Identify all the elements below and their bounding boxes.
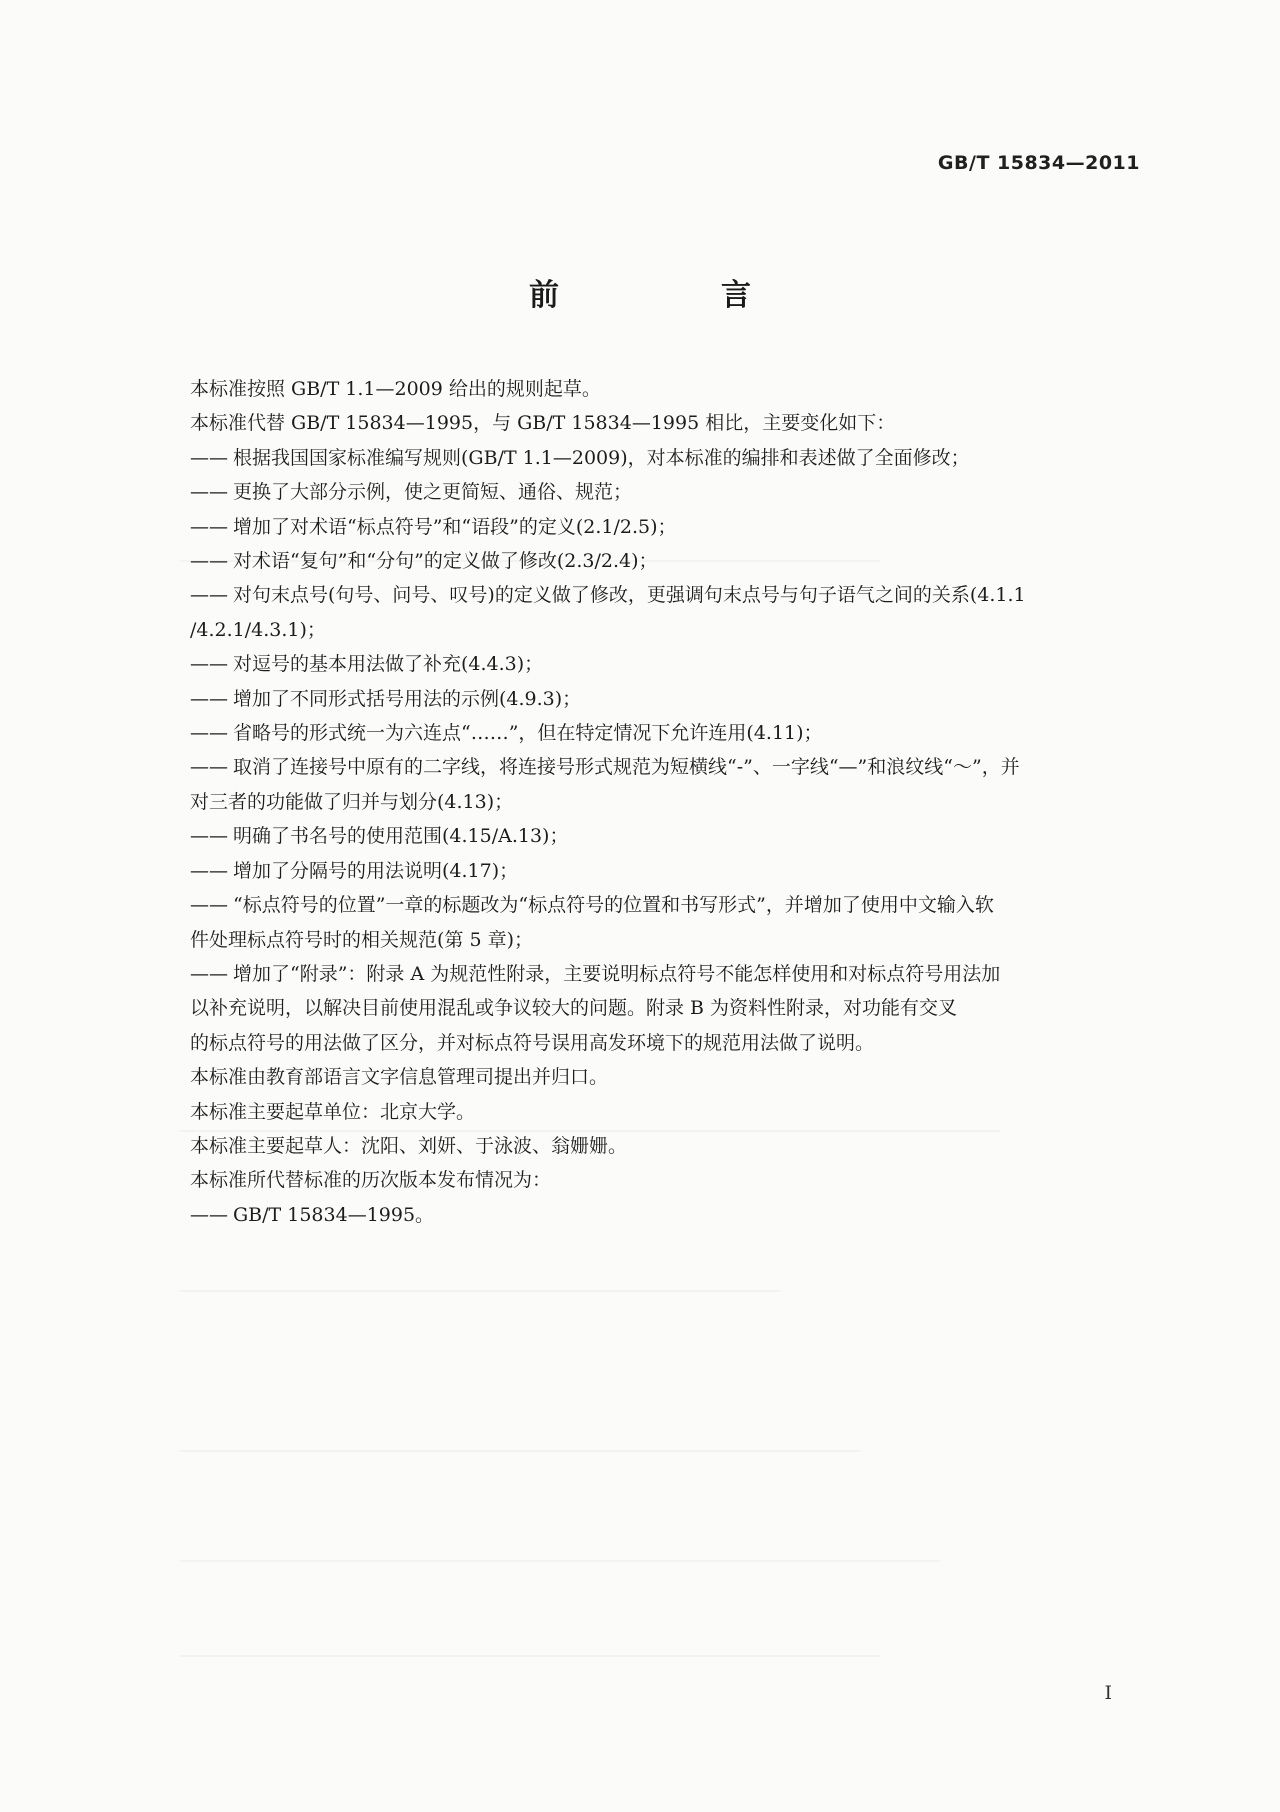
change-item-line: 以补充说明，以解决目前使用混乱或争议较大的问题。附录 B 为资料性附录，对功能有交叉	[190, 997, 958, 1020]
change-item-line: 增加了“附录”：附录 A 为规范性附录，主要说明标点符号不能怎样使用和对标点符号用法加	[233, 962, 1001, 985]
bleed-through-mark	[180, 1290, 780, 1292]
change-item	[190, 957, 1150, 1060]
change-item	[190, 716, 1150, 750]
change-item	[190, 854, 1150, 888]
change-item-line: 对句末点号(句号、问号、叹号)的定义做了修改，更强调句末点号与句子语气之间的关系(4.1.1	[233, 584, 1026, 607]
change-item-line: 增加了不同形式括号用法的示例(4.9.3)；	[233, 687, 582, 710]
change-item	[190, 647, 1150, 681]
foreword-body	[190, 372, 1150, 1232]
bleed-through-mark	[180, 1450, 860, 1452]
list-dash: ——	[190, 653, 228, 676]
standard-code: GB/T 15834—2011	[937, 152, 1140, 174]
list-dash: ——	[190, 756, 228, 779]
intro-paragraph: 本标准按照 GB/T 1.1—2009 给出的规则起草。	[190, 378, 601, 400]
bleed-through-mark	[180, 1560, 940, 1562]
change-item	[190, 544, 1150, 578]
change-item	[190, 510, 1150, 544]
change-item-line: 对三者的功能做了归并与划分(4.13)；	[190, 790, 514, 813]
change-item-line: 更换了大部分示例，使之更简短、通俗、规范；	[233, 481, 633, 504]
list-dash: ——	[190, 550, 228, 573]
outro-paragraph: 本标准主要起草人：沈阳、刘妍、于泳波、翁姗姗。	[190, 1134, 628, 1157]
change-item-line: /4.2.1/4.3.1)；	[190, 618, 326, 641]
change-item	[190, 578, 1150, 647]
change-item	[190, 888, 1150, 957]
list-dash: ——	[190, 722, 228, 745]
change-item-line: 根据我国国家标准编写规则(GB/T 1.1—2009)，对本标准的编排和表述做了全面修改；	[233, 446, 970, 469]
change-item	[190, 475, 1150, 509]
list-dash: ——	[190, 859, 228, 882]
outro-paragraph: 本标准主要起草单位：北京大学。	[190, 1100, 476, 1123]
change-item-line: 省略号的形式统一为六连点“……”，但在特定情况下允许连用(4.11)；	[233, 722, 823, 745]
change-item	[190, 441, 1150, 475]
change-item-line: 件处理标点符号时的相关规范(第 5 章)；	[190, 928, 533, 951]
change-item-line: 明确了书名号的使用范围(4.15/A.13)；	[233, 825, 569, 848]
outro-paragraph: 本标准所代替标准的历次版本发布情况为：	[190, 1169, 552, 1192]
list-dash: ——	[190, 687, 228, 710]
change-item	[190, 682, 1150, 716]
changes-list	[190, 441, 1150, 1060]
list-dash: ——	[190, 446, 228, 469]
list-dash: ——	[190, 962, 228, 985]
change-item-line: 的标点符号的用法做了区分，并对标点符号误用高发环境下的规范用法做了说明。	[190, 1031, 875, 1054]
change-item-line: 对术语“复句”和“分句”的定义做了修改(2.3/2.4)；	[233, 550, 658, 573]
change-item	[190, 750, 1150, 819]
list-dash: ——	[190, 825, 228, 848]
intro-paragraph: 本标准代替 GB/T 15834—1995，与 GB/T 15834—1995 相比，主要变化如下：	[190, 412, 896, 435]
page-title: 前 言	[529, 278, 817, 313]
bleed-through-mark	[180, 1655, 880, 1657]
list-dash: ——	[190, 481, 228, 504]
change-item	[190, 819, 1150, 853]
change-item-line: 增加了对术语“标点符号”和“语段”的定义(2.1/2.5)；	[233, 515, 677, 538]
change-item-line: “标点符号的位置”一章的标题改为“标点符号的位置和书写形式”，并增加了使用中文输入软	[233, 894, 994, 917]
change-item-line: 取消了连接号中原有的二字线，将连接号形式规范为短横线“-”、一字线“—”和浪纹线“～”，并	[233, 756, 1020, 779]
page-number: I	[1104, 1682, 1112, 1704]
previous-version-text: GB/T 15834—1995。	[233, 1203, 435, 1226]
change-item-line: 对逗号的基本用法做了补充(4.4.3)；	[233, 653, 544, 676]
list-dash: ——	[190, 515, 228, 538]
outro-paragraph: 本标准由教育部语言文字信息管理司提出并归口。	[190, 1066, 609, 1089]
list-dash: ——	[190, 584, 228, 607]
previous-version-item	[190, 1198, 1150, 1232]
list-dash: ——	[190, 894, 228, 917]
list-dash: ——	[190, 1203, 228, 1226]
change-item-line: 增加了分隔号的用法说明(4.17)；	[233, 859, 519, 882]
